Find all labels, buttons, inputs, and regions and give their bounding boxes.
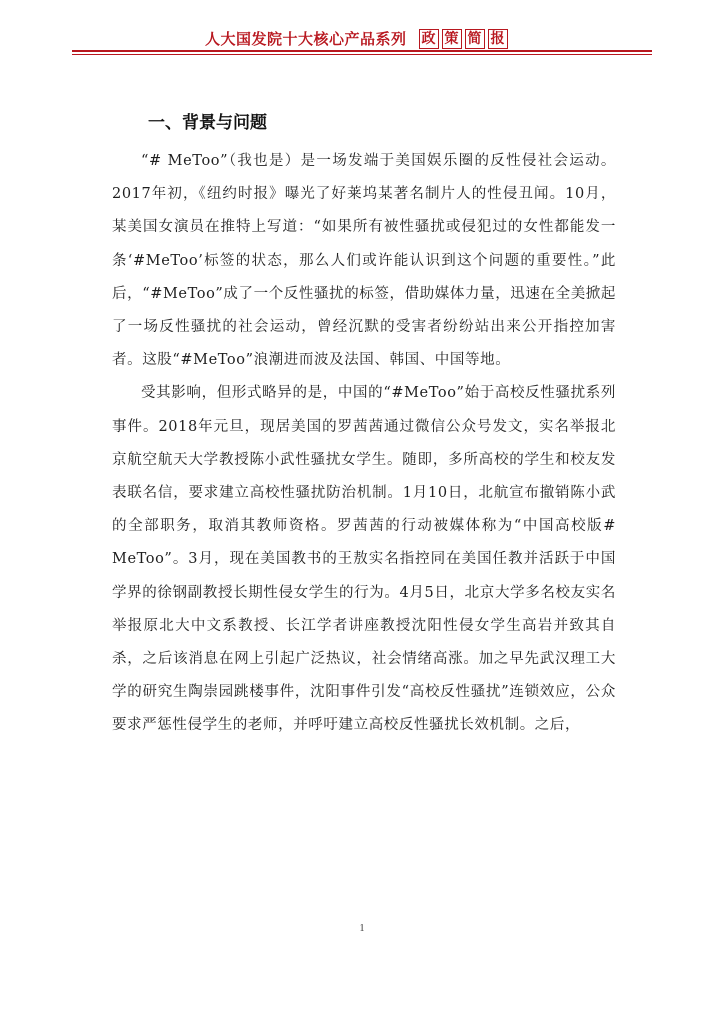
header-badge: 简 [465, 29, 485, 49]
header-badge: 政 [419, 29, 439, 49]
header-badge: 策 [442, 29, 462, 49]
header-badge: 报 [488, 29, 508, 49]
header-title-group [205, 28, 508, 49]
section-heading: 一、背景与问题 [148, 113, 267, 133]
page-number: 1 [359, 923, 365, 934]
header-rule-thin [72, 54, 652, 55]
header-rule-thick [72, 50, 652, 52]
paragraph: “# MeToo”（我也是）是一场发端于美国娱乐圈的反性侵社会运动。2017年初，《纽约时报》曝光了好莱坞某著名制片人的性侵丑闻。10月，某美国女演员在推特上写道：“如果所有被性骚扰或侵犯过的女性都能发一条‘#MeToo’标签的状态，那么人们或许能认识到这个问题的重要性。”此后，“#MeToo”成了一个反性骚扰的标签，借助媒体力量，迅速在全美掀起了一场反性骚扰的社会运动，曾经沉默的受害者纷纷站出来公开指控加害者。这股“#MeToo”浪潮进而波及法国、韩国、中国等地。 [112, 153, 617, 369]
body-text [112, 145, 616, 743]
paragraph: 受其影响，但形式略异的是，中国的“#MeToo”始于高校反性骚扰系列事件。2018年元旦，现居美国的罗茜茜通过微信公众号发文，实名举报北京航空航天大学教授陈小武性骚扰女学生。随即，多所高校的学生和校友发表联名信，要求建立高校性骚扰防治机制。1月10日，北航宣布撤销陈小武的全部职务，取消其教师资格。罗茜茜的行动被媒体称为“中国高校版# MeToo”。3月，现在美国教书的王敖实名指控同在美国任教并活跃于中国学界的徐钢副教授长期性侵女学生的行为。4月5日，北京大学多名校友实名举报原北大中文系教授、长江学者讲座教授沈阳性侵女学生高岩并致其自杀，之后该消息在网上引起广泛热议，社会情绪高涨。加之早先武汉理工大学的研究生陶崇园跳楼事件，沈阳事件引发“高校反性骚扰”连锁效应，公众要求严惩性侵学生的老师，并呼吁建立高校反性骚扰长效机制。之后， [112, 385, 616, 734]
header-badge-group [419, 29, 508, 49]
page-header [0, 0, 724, 58]
header-series-title: 人大国发院十大核心产品系列 [205, 30, 407, 48]
